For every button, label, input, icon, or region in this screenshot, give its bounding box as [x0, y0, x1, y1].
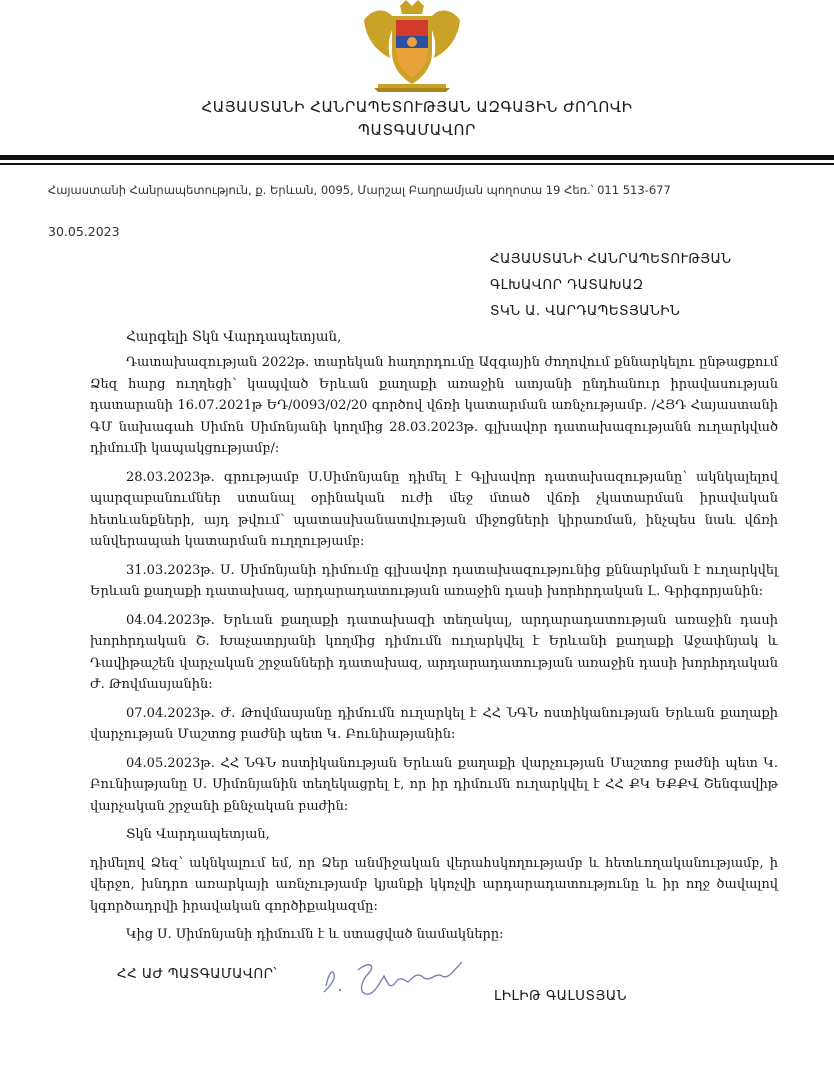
organization-name: ՀԱՅԱՍՏԱՆԻ ՀԱՆՐԱՊԵՏՈՒԹՅԱՆ ԱԶԳԱՅԻՆ ԺՈՂՈՎԻ: [201, 98, 633, 116]
header-divider-thin: [0, 163, 834, 165]
paragraph: 04.05.2023թ. ՀՀ ՆԳՆ ոստիկանության Երևան քաղաքի վարչության Մաշտոց բաժնի պետ Կ. Բունիաթյանը Ս. Սիմոնյանին տեղեկացրել է, որ իր դիմումն ուղարկվել է ՀՀ ՔԿ ԵՔՔՎ Շենգավիթ վարչական շրջանի քննչական բաժին:: [90, 755, 778, 814]
signatory-name: ԼԻԼԻԹ ԳԱԼՍՏՅԱՆ: [494, 988, 628, 1004]
recipient-block: [490, 246, 731, 324]
paragraph: 04.04.2023թ. Երևան քաղաքի դատախազի տեղակալ, արդարադատության առաջին դասի խորհրդական Շ. Խաչատրյանի կողմից դիմումն ուղարկվել է Երևանի քաղաքի Աջափնյակ և Դավիթաշեն վարչական շրջանների դատախազ, արդարադատության առաջին դասի խորհրդական Ժ. Թովմասյանին:: [90, 612, 778, 692]
paragraph: դիմելով Ձեզ՝ ակնկալում եմ, որ Ձեր անմիջական վերահսկողությամբ և հետևողականությամբ, ի վերջո, խնդրո առարկայի առնչությամբ կյանքի կկոչվի արդարադատությունը և իր ողջ ծավալով կգործադրվի իրավական գործիքակազմը:: [90, 855, 778, 914]
recipient-line: ՀԱՅԱՍՏԱՆԻ ՀԱՆՐԱՊԵՏՈՒԹՅԱՆ: [490, 251, 732, 267]
letter-body: [90, 352, 778, 953]
paragraph: Կից Ս. Սիմոնյանի դիմումն է և ստացված նամակները:: [126, 927, 504, 942]
armenia-coat-of-arms-icon: [356, 0, 468, 94]
letter-date: 30.05.2023: [48, 224, 120, 239]
paragraph: 31.03.2023թ. Ս. Սիմոնյանի դիմումը գլխավոր դատախազությունից քննարկման է ուղարկվել Երևան քաղաքի դատախազ, արդարադատության առաջին դասի խորհրդական Լ. Գրիգորյանին:: [90, 562, 778, 599]
salutation: Հարգելի Տկն Վարդապետյան,: [126, 329, 342, 345]
header-divider-thick: [0, 155, 834, 160]
handwritten-signature: [318, 952, 468, 1000]
paragraph: 28.03.2023թ. գրությամբ Ս.Սիմոնյանը դիմել է Գլխավոր դատախազությանը՝ ակնկալելով պարզաբանումներ ստանալ օրինական ուժի մեջ մտած վճռի չկատարման իրավական հետևանքների, այդ թվում՝ պատասխանատվության միջոցների կիրառման, ինչպես նաև վճռի անվերապահ կատարման ուղղությամբ:: [90, 469, 778, 549]
recipient-line: ՏԿՆ Ա. ՎԱՐԴԱՊԵՏՅԱՆԻՆ: [490, 303, 681, 319]
address-line: Հայաստանի Հանրապետություն, ք. Երևան, 0095, Մարշալ Բաղրամյան պողոտա 19 Հեռ.՝ 011 513-677: [48, 183, 671, 197]
paragraph: Տկն Վարդապետյան,: [126, 827, 270, 842]
recipient-line: ԳԼԽԱՎՈՐ ԴԱՏԱԽԱԶ: [490, 277, 644, 293]
paragraph: 07.04.2023թ. Ժ. Թովմասյանը դիմումն ուղարկել է ՀՀ ՆԳՆ ոստիկանության Երևան քաղաքի վարչության Մաշտոց բաժնի պետ Կ. Բունիաթյանին:: [90, 705, 778, 742]
paragraph: Դատախազության 2022թ. տարեկան հաղորդումը Ազգային ժողովում քննարկելու ընթացքում Ձեզ հարց ուղղեցի՝ կապված Երևան քաղաքի առաջին ատյանի ընդհանուր իրավասության դատարանի 16.07.2021թ ԵԴ/0093/02/20 գործով վճռի կատարման առնչությամբ. /ՀՅԴ Հայաստանի ԳՄ նախագահ Սիմոն Սիմոնյանի կողմից 28.03.2023թ. գլխավոր դատախազությանն ուղարկված դիմումի կապակցությամբ/:: [90, 355, 778, 456]
organization-title: ՊԱՏԳԱՄԱՎՈՐ: [358, 121, 476, 139]
signatory-position: ՀՀ ԱԺ ՊԱՏԳԱՄԱՎՈՐ՝: [117, 966, 278, 982]
